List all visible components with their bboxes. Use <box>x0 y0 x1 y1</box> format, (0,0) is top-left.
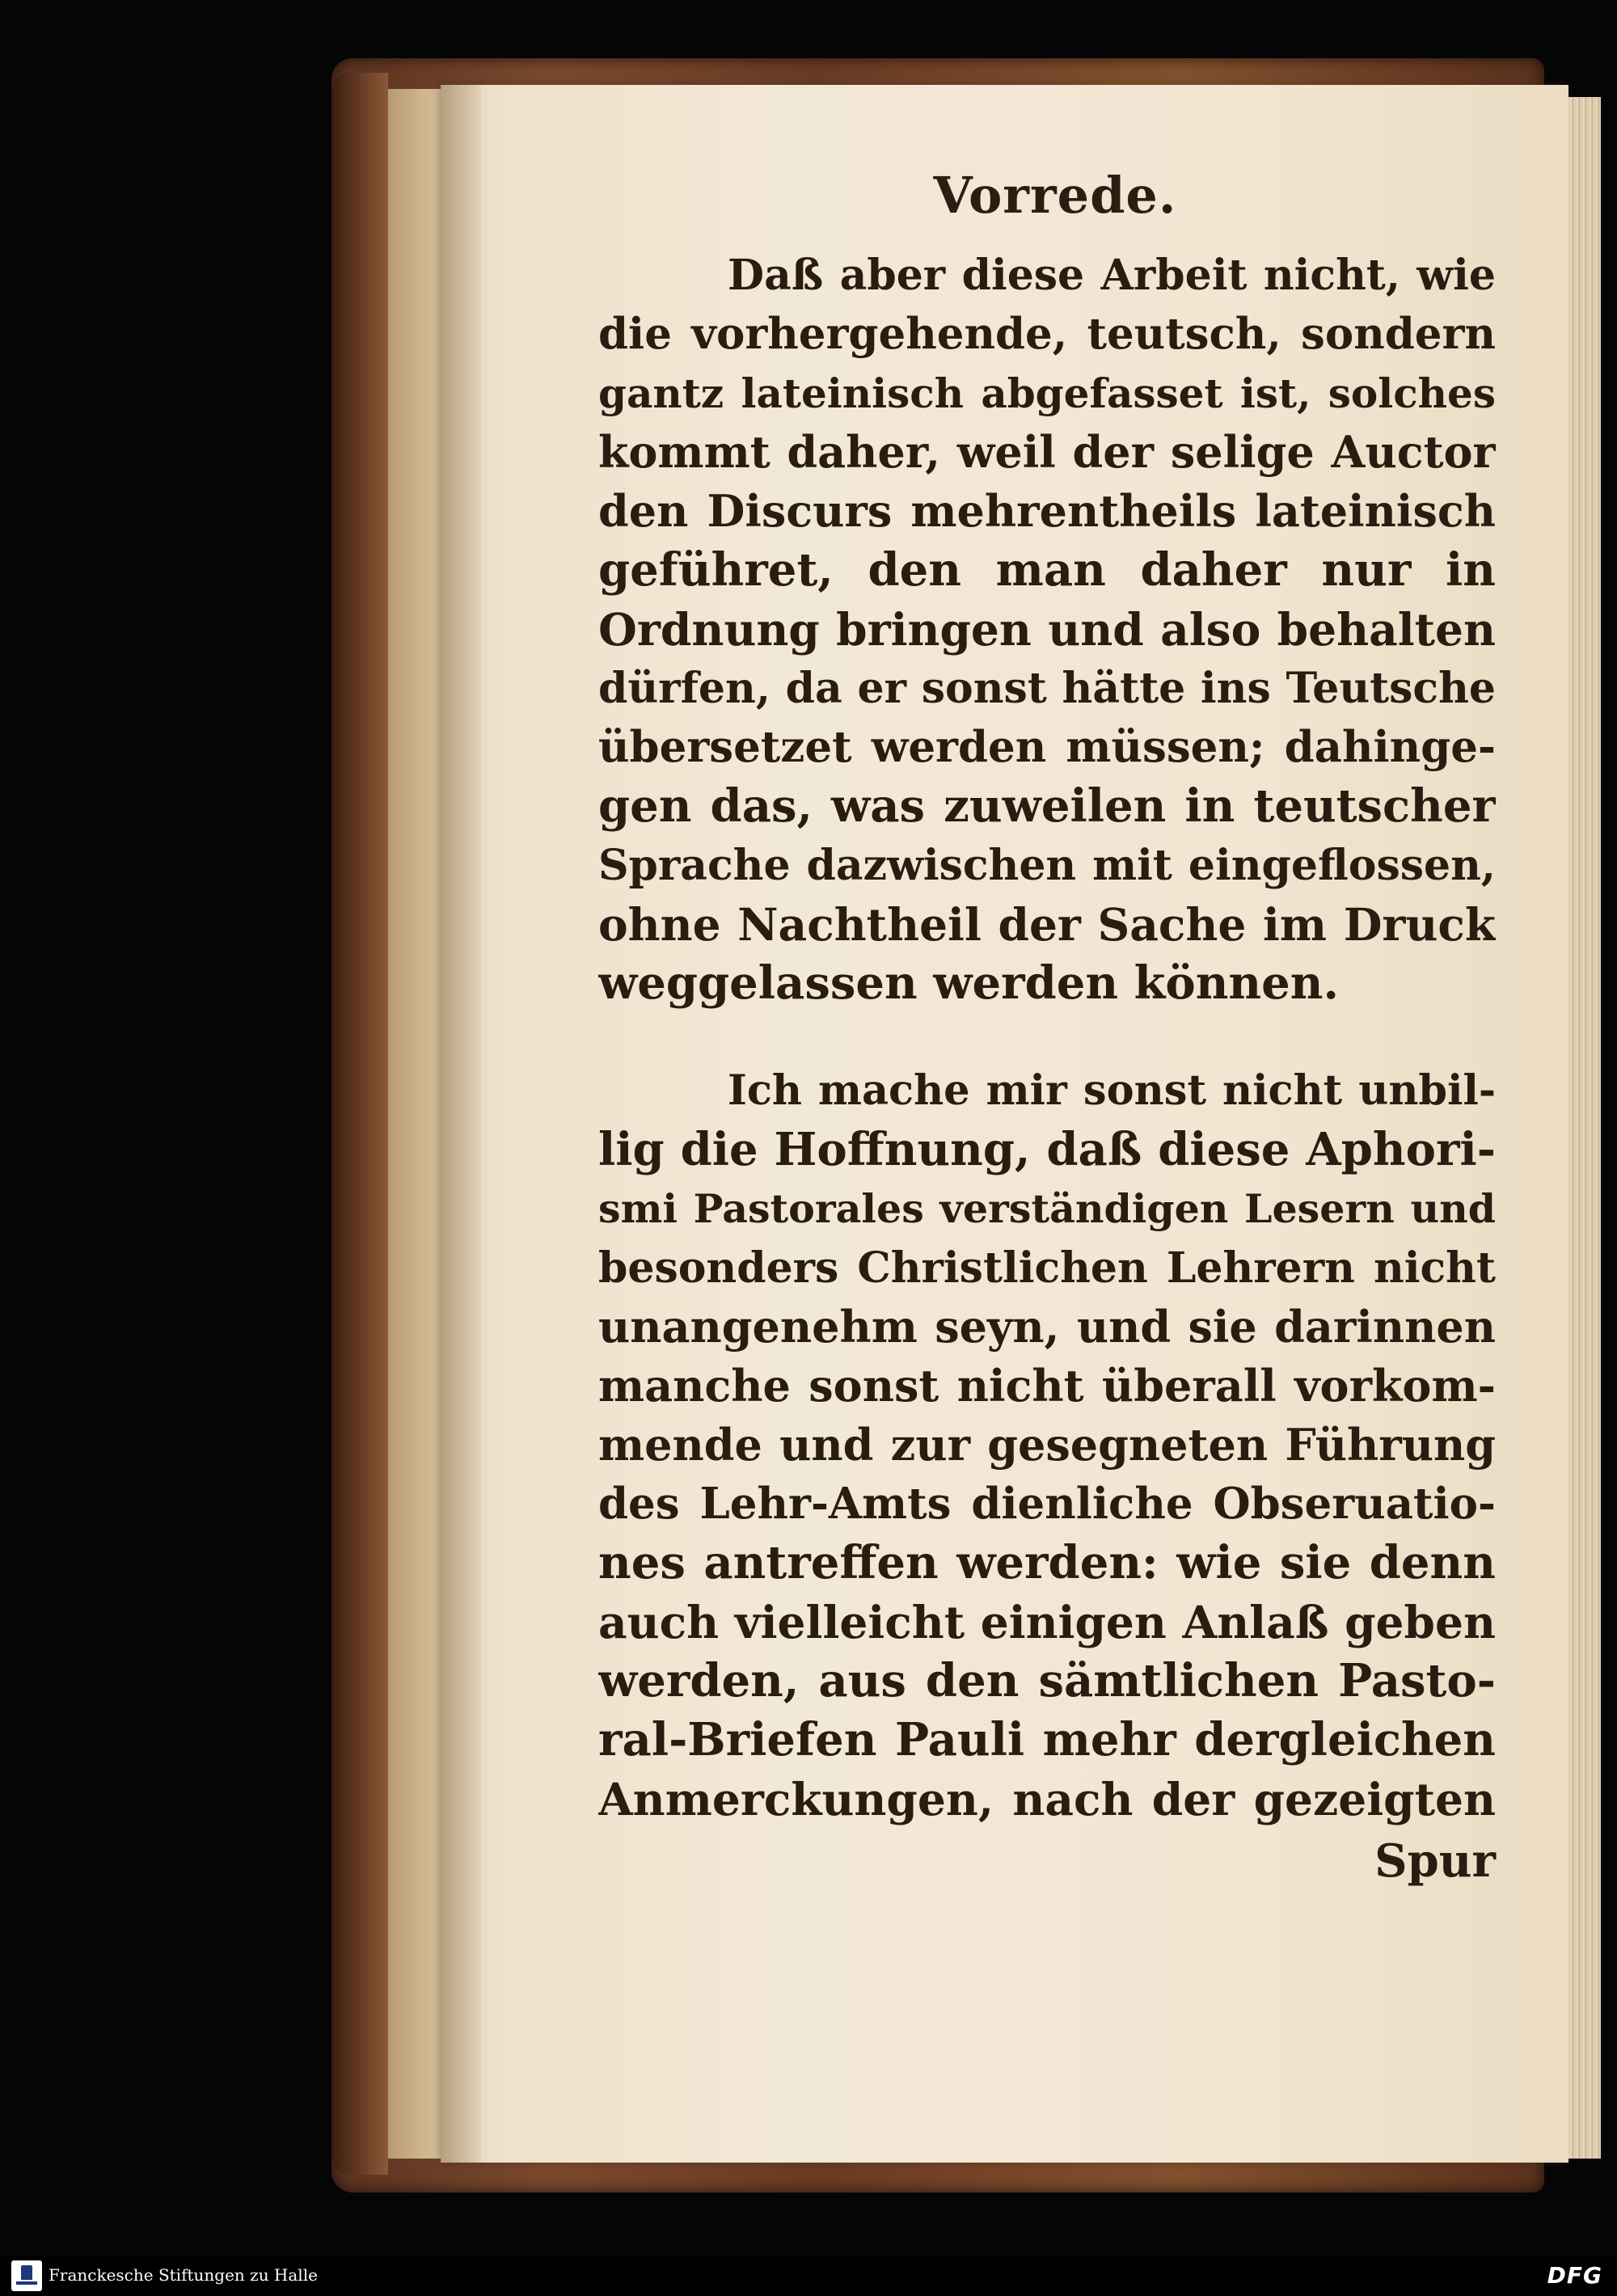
paragraph-1 <box>598 246 1496 1013</box>
footer-bar <box>0 2256 1617 2296</box>
text-line: ral-Briefen Pauli mehr dergleichen <box>598 1713 1496 1766</box>
text-line: nes antreffen werden: wie sie denn <box>598 1536 1496 1589</box>
text-line: gantz lateinisch abgefasset ist, solches <box>598 369 1496 417</box>
text-line: mende und zur gesegneten Führung <box>598 1419 1496 1471</box>
text-line: ohne Nachtheil der Sache im Druck <box>598 898 1496 951</box>
institution-name: Franckesche Stiftungen zu Halle <box>49 2265 318 2285</box>
text-line: Sprache dazwischen mit eingeflossen, <box>598 841 1496 890</box>
text-line: auch vielleicht einigen Anlaß geben <box>598 1596 1496 1648</box>
text-line: werden, aus den sämtlichen Pasto- <box>598 1654 1496 1707</box>
text-line: lig die Hoffnung, daß diese Aphori- <box>598 1123 1496 1176</box>
page-gutter-shadow <box>441 85 481 2163</box>
text-line: Anmerckungen, nach der gezeigten <box>598 1773 1496 1825</box>
text-line: Daß aber diese Arbeit nicht, wie <box>728 251 1496 300</box>
text-line: weggelassen werden können. <box>598 956 1339 1010</box>
text-line: dürfen, da er sonst hätte ins Teutsche <box>598 664 1496 713</box>
text-line: gen das, was zuweilen in teutscher <box>598 779 1496 833</box>
text-line: den Discurs mehrentheils lateinisch <box>598 485 1496 537</box>
page-text-block <box>598 166 1496 1891</box>
text-line: manche sonst nicht überall vorkom- <box>598 1360 1496 1412</box>
running-head: Vorrede. <box>933 166 1177 225</box>
text-line: kommt daher, weil der selige Auctor <box>598 426 1496 478</box>
text-line: die vorhergehende, teutsch, sondern <box>598 309 1496 359</box>
dfg-logo: DFG <box>1547 2262 1602 2289</box>
text-line: des Lehr-Amts dienliche Obseruatio- <box>598 1479 1496 1529</box>
text-line: besonders Christlichen Lehrern nicht <box>598 1243 1496 1293</box>
paragraph-2 <box>598 1061 1496 1829</box>
catchword: Spur <box>1374 1834 1496 1888</box>
text-line: unangenehm seyn, und sie darinnen <box>598 1301 1496 1353</box>
page-fore-edge <box>1568 97 1601 2159</box>
text-line: übersetzet werden müssen; dahinge- <box>598 722 1496 772</box>
text-line: Ich mache mir sonst nicht unbil- <box>728 1066 1496 1115</box>
text-line: Ordnung bringen und also behalten <box>598 603 1496 656</box>
book-spine <box>331 73 388 2175</box>
institution-logo-icon <box>11 2260 42 2291</box>
text-line: smi Pastorales verständigen Lesern und <box>598 1185 1496 1232</box>
text-line: geführet, den man daher nur in <box>598 543 1496 597</box>
paragraph-gap <box>598 1013 1496 1061</box>
